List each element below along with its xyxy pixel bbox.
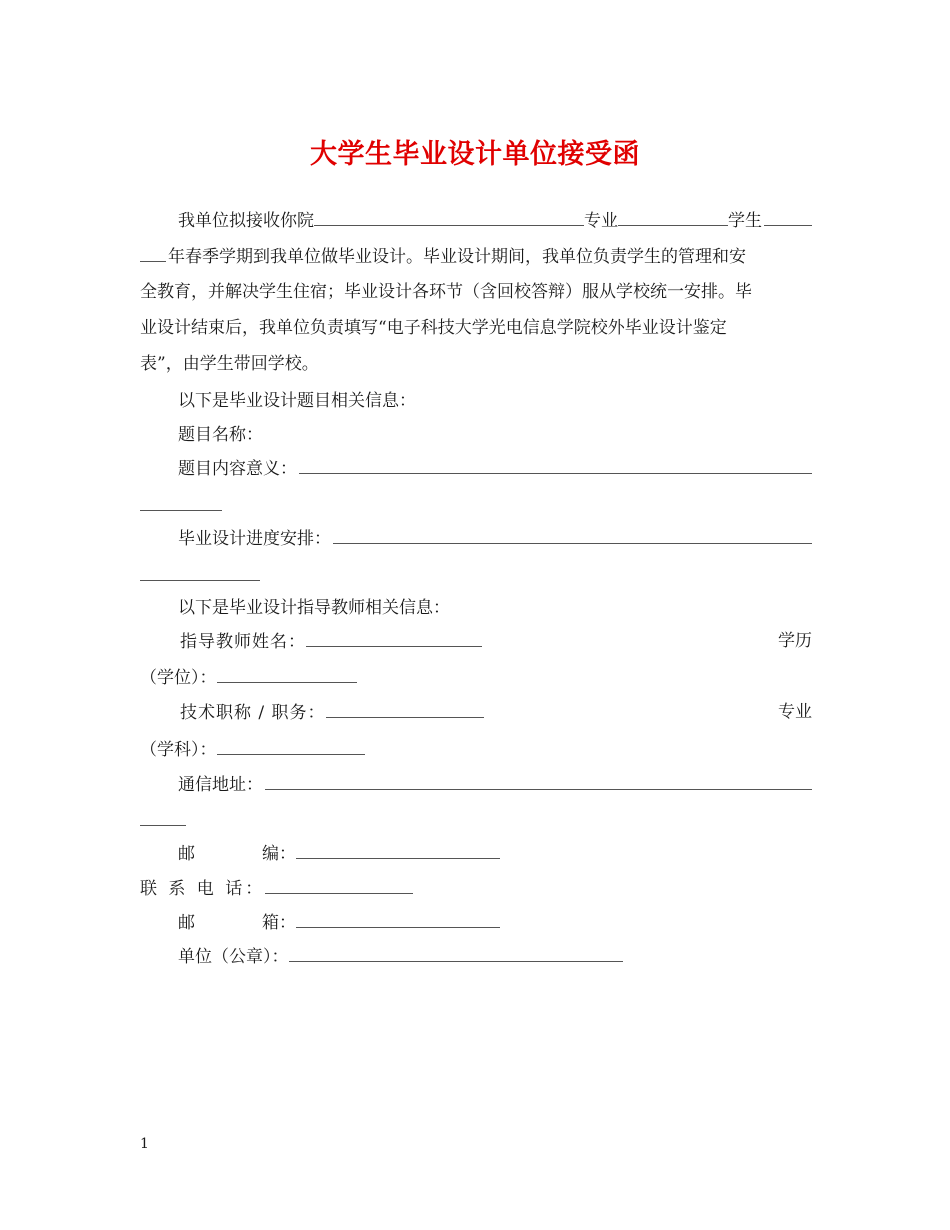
- seal-row: [178, 944, 812, 969]
- email-row: [178, 910, 812, 935]
- schedule-blank[interactable]: [333, 526, 812, 544]
- intro-text: 我单位拟接收你院: [178, 211, 314, 231]
- address-label: 通信地址：: [178, 775, 263, 795]
- subject-blank[interactable]: [217, 737, 365, 755]
- schedule-label: 毕业设计进度安排：: [178, 529, 331, 549]
- title-row: [180, 700, 812, 725]
- job-title-blank[interactable]: [326, 700, 484, 718]
- subject-row: [140, 737, 812, 762]
- postcode-label-cont: 编：: [262, 844, 296, 864]
- teacher-heading: 以下是毕业设计指导教师相关信息：: [178, 598, 450, 618]
- topic-name-label: 题目名称：: [178, 425, 263, 445]
- degree-blank[interactable]: [217, 665, 357, 683]
- phone-blank[interactable]: [265, 876, 413, 894]
- subject-label-cont: （学科）：: [140, 740, 217, 760]
- topic-content-blank[interactable]: [299, 456, 812, 474]
- schedule-row: [178, 526, 812, 551]
- email-label-cont: 箱：: [262, 913, 296, 933]
- phone-label: 联 系 电 话：: [140, 879, 266, 899]
- paragraph-line: 业设计结束后，我单位负责填写“电子科技大学光电信息学院校外毕业设计鉴定: [140, 318, 727, 338]
- seal-blank[interactable]: [289, 944, 623, 962]
- paragraph-line: 全教育，并解决学生住宿；毕业设计各环节（含回校答辩）服从学校统一安排。毕: [140, 282, 752, 302]
- postcode-row: [178, 841, 812, 866]
- email-blank[interactable]: [296, 910, 500, 928]
- student-blank-cont: [140, 244, 166, 262]
- paragraph-text: 年春季学期到我单位做毕业设计。毕业设计期间，我单位负责学生的管理和安: [168, 247, 746, 267]
- postcode-label: 邮: [178, 844, 195, 864]
- paragraph-line: 表”，由学生带回学校。: [140, 354, 319, 374]
- paragraph-line: [178, 208, 812, 233]
- address-row: [178, 772, 812, 797]
- seal-label: 单位（公章）：: [178, 947, 289, 967]
- teacher-name-label: 指导教师姓名：: [180, 632, 306, 652]
- document-title: 大学生毕业设计单位接受函: [310, 139, 640, 170]
- major-label: 专业: [584, 211, 618, 231]
- college-blank: [314, 208, 584, 226]
- topic-content-row: [178, 456, 812, 481]
- subject-label: 专业: [778, 702, 812, 722]
- address-blank[interactable]: [265, 772, 812, 790]
- topic-heading: 以下是毕业设计题目相关信息：: [178, 391, 416, 411]
- paragraph-line: [140, 244, 812, 269]
- major-blank: [618, 208, 728, 226]
- address-blank-cont: [140, 825, 186, 826]
- teacher-name-blank[interactable]: [306, 629, 482, 647]
- topic-content-label: 题目内容意义：: [178, 459, 297, 479]
- student-label: 学生: [728, 211, 762, 231]
- degree-label: 学历: [778, 631, 812, 651]
- job-title-label: 技术职称 / 职务：: [180, 703, 326, 723]
- page-number: 1: [140, 1136, 149, 1152]
- degree-label-cont: （学位）：: [140, 668, 217, 688]
- student-blank: [764, 208, 812, 226]
- schedule-blank-cont: [140, 580, 260, 581]
- degree-row: [140, 665, 812, 690]
- postcode-blank[interactable]: [296, 841, 500, 859]
- topic-content-blank-cont: [140, 510, 222, 511]
- email-label: 邮: [178, 913, 195, 933]
- phone-row: [140, 876, 812, 901]
- teacher-name-row: [180, 629, 812, 654]
